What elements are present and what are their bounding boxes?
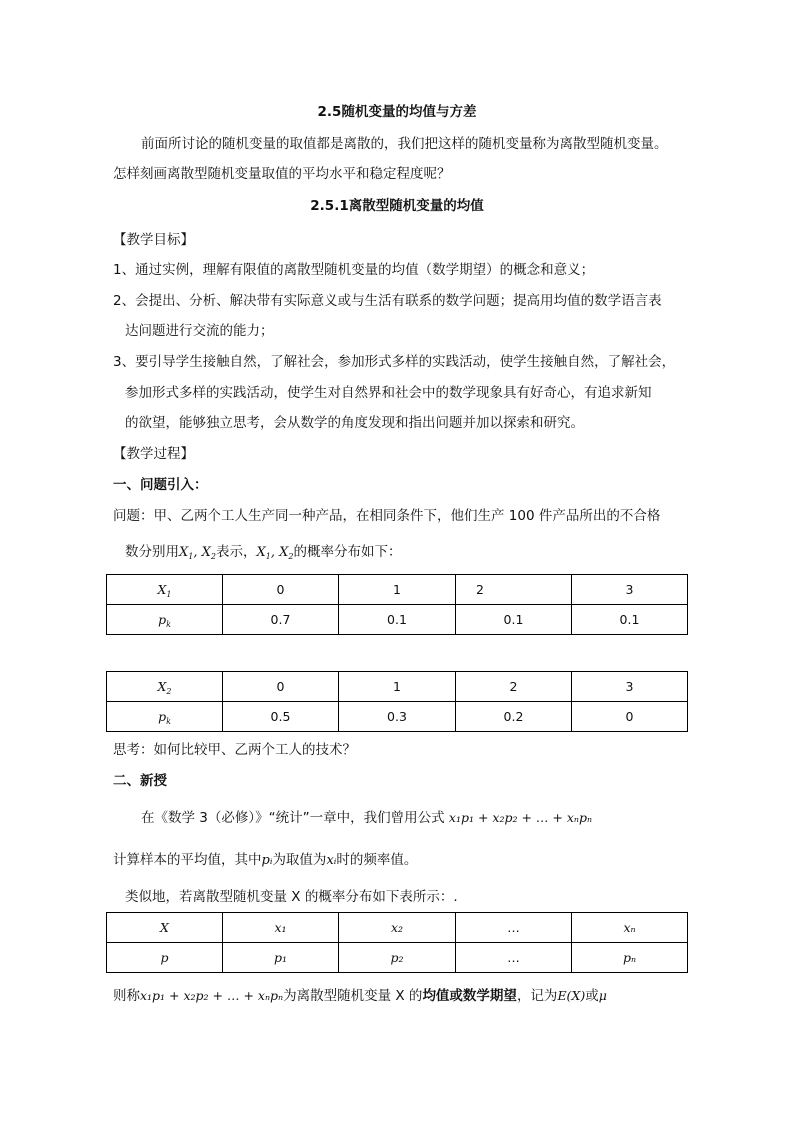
table-row xyxy=(107,672,688,702)
process-heading: 【教学过程】 xyxy=(113,446,194,462)
table-row xyxy=(107,605,688,635)
problem-text-b: 表示， xyxy=(215,544,257,560)
definition-term: 均值或数学期望 xyxy=(422,988,517,1004)
table-cell: … xyxy=(456,913,572,943)
objective-item-3b: 参加形式多样的实践活动，使学生对自然界和社会中的数学现象具有好奇心，有追求新知 xyxy=(125,385,652,401)
table-row xyxy=(107,702,688,732)
table-cell: p₁ xyxy=(223,943,339,973)
table-cell: 0 xyxy=(223,672,339,702)
table-cell: 0.1 xyxy=(456,605,572,635)
new-text-p2b: 为取值为 xyxy=(272,852,327,868)
distribution-table-2 xyxy=(106,671,688,732)
definition-text-a: 则称 xyxy=(113,988,140,1004)
table-cell: pₙ xyxy=(572,943,688,973)
definition-text-f: 或 xyxy=(585,988,599,1004)
general-distribution-table xyxy=(106,912,688,973)
table-cell: 0.2 xyxy=(456,702,572,732)
problem-text-c: 的概率分布如下： xyxy=(293,544,402,560)
table-cell: … xyxy=(456,943,572,973)
objective-item-2a: 2、会提出、分析、解决带有实际意义或与生活有联系的数学问题；提高用均值的数学语言表 xyxy=(113,293,662,309)
variables-x1-x2: $X_1$, $X_2$ xyxy=(179,545,216,561)
table-cell: xₙ xyxy=(572,913,688,943)
table-cell: $X_2$ xyxy=(107,672,223,702)
intro-line-1: 前面所讨论的随机变量的取值都是离散的，我们把这样的随机变量称为离散型随机变量。 xyxy=(141,136,668,152)
objective-item-1: 1、通过实例，理解有限值的离散型随机变量的均值（数学期望）的概念和意义； xyxy=(113,262,595,278)
think-question: 思考：如何比较甲、乙两个工人的技术？ xyxy=(113,742,356,758)
objective-item-3c: 的欲望，能够独立思考，会从数学的角度发现和指出问题并加以探索和研究。 xyxy=(125,415,584,431)
new-text-line-3: 类似地，若离散型随机变量 X 的概率分布如下表所示：. xyxy=(125,889,458,905)
definition-text-d: ，记为 xyxy=(516,988,558,1004)
symbol-xi: xᵢ xyxy=(326,853,337,868)
section-subtitle: 2.5.1离散型随机变量的均值 xyxy=(310,198,484,214)
variables-x1-x2-repeat: $X_1$, $X_2$ xyxy=(256,545,294,561)
table-row xyxy=(107,913,688,943)
table-cell: $p_k$ xyxy=(107,605,223,635)
table-cell: 0 xyxy=(572,702,688,732)
table-cell: 1 xyxy=(339,672,456,702)
table-cell: $X_1$ xyxy=(107,575,223,605)
definition-text-b: 为离散型随机变量 X 的 xyxy=(283,988,423,1004)
intro-line-2: 怎样刻画离散型随机变量取值的平均水平和稳定程度呢？ xyxy=(113,166,451,182)
expectation-formula: x₁p₁ + x₂p₂ + … + xₙpₙ xyxy=(140,988,284,1003)
sample-mean-formula: x₁p₁ + x₂p₂ + … + xₙpₙ xyxy=(448,810,593,825)
table-cell: 3 xyxy=(572,575,688,605)
objectives-heading: 【教学目标】 xyxy=(113,232,194,248)
distribution-table-1 xyxy=(106,574,688,635)
table-cell: 0.1 xyxy=(572,605,688,635)
mu-symbol: μ xyxy=(598,988,607,1003)
problem-text-a: 数分别用 xyxy=(125,544,179,560)
objective-item-2b: 达问题进行交流的能力； xyxy=(125,323,274,339)
symbol-pi: pᵢ xyxy=(261,853,273,868)
table-cell: 0 xyxy=(223,575,339,605)
new-text-p2c: 时的频率值。 xyxy=(336,852,418,868)
table-cell: 0.5 xyxy=(223,702,339,732)
table-cell: 0.7 xyxy=(223,605,339,635)
new-text-line-2 xyxy=(113,850,417,871)
table-cell: 0.1 xyxy=(339,605,456,635)
problem-line-1: 问题：甲、乙两个工人生产同一种产品，在相同条件下，他们生产 100 件产品所出的不合格 xyxy=(113,508,661,524)
table-cell: 0.3 xyxy=(339,702,456,732)
problem-line-2 xyxy=(125,542,401,563)
new-text-p2a: 计算样本的平均值，其中 xyxy=(113,852,262,868)
definition-line xyxy=(113,986,607,1006)
table-cell: x₁ xyxy=(223,913,339,943)
section-1-heading: 一、问题引入： xyxy=(113,477,208,493)
table-cell: p xyxy=(107,943,223,973)
table-cell: x₂ xyxy=(339,913,456,943)
table-cell: 2 xyxy=(456,672,572,702)
new-text-line-1 xyxy=(141,808,592,828)
page-title: 2.5随机变量的均值与方差 xyxy=(317,104,477,120)
table-cell: $p_k$ xyxy=(107,702,223,732)
table-cell: X xyxy=(107,913,223,943)
table-cell: 2 xyxy=(456,575,572,605)
section-2-heading: 二、新授 xyxy=(113,773,167,789)
table-cell: p₂ xyxy=(339,943,456,973)
table-cell: 1 xyxy=(339,575,456,605)
table-row xyxy=(107,575,688,605)
objective-item-3a: 3、要引导学生接触自然，了解社会，参加形式多样的实践活动，使学生接触自然，了解社会， xyxy=(113,354,676,370)
table-row xyxy=(107,943,688,973)
table-cell: 3 xyxy=(572,672,688,702)
expectation-symbol: E(X) xyxy=(557,988,586,1003)
new-text-p1: 在《数学 3（必修）》“统计”一章中，我们曾用公式 xyxy=(141,810,445,826)
